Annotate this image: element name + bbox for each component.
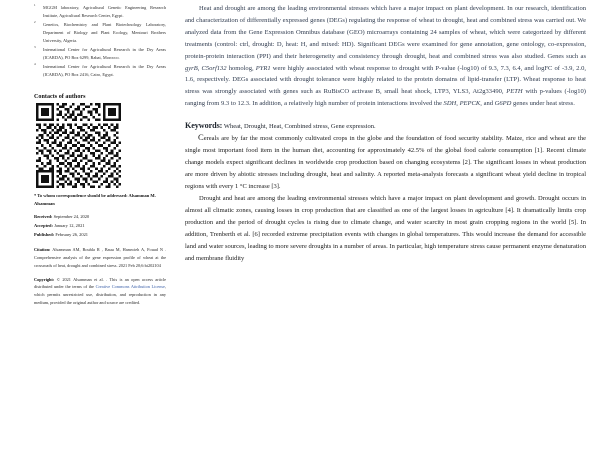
gene-name-c5orf132: C5orf132 [201,64,227,72]
affiliation-marker: 3 [34,44,36,49]
intro-paragraph-1 [185,133,586,193]
gene-name-g6pd: G6PD [494,100,512,108]
main-column [172,0,600,450]
qr-code-icon[interactable] [34,103,123,188]
drop-cap: C [198,132,204,143]
published-label: Published: [34,232,55,238]
gene-name-peth: PETH [506,88,523,96]
abstract-seg-2: , [197,64,202,72]
keywords-line [185,119,586,133]
affiliation-item [34,21,166,45]
sidebar-column [0,0,172,450]
affiliation-text: MGGM laboratory, Agricultural Genetic Engineering Research Institute, Agricultural Research Center, Egypt. [43,5,166,18]
gene-name-pyr1: PYR1 [255,64,271,72]
citation-block [34,246,166,270]
affiliation-item [34,63,166,79]
abstract-seg-3: homolog, [226,64,256,72]
affiliation-list [34,4,166,79]
abstract-seg-8: genes under heat stress. [511,100,575,108]
accepted-label: Accepted: [34,223,53,229]
received-value: September 24, 2020 [53,214,90,220]
affiliation-text: International Center for Agricultural Research in the Dry Areas (ICARDA), PO Box 2416, Cairo, Egypt. [43,63,166,77]
abstract-seg-1: Heat and drought are among the leading environmental stresses which have a major impact on plant development. In our research, identification and characterization of differentially expressed genes (DEGs) regulating the response of wheat to drought, heat and combined stress was carried out. We analyzed data from the Gene Expression Omnibus database (GEO) microarrays containing 24 samples of wheat, which were categorized by different treatments (control: ctrl, drought: D, heat: H, and mixed: HD). Significant DEGs were examined for gene annotation, gene ontology, co-expression, protein-protein interaction (PPI) and their heterogeneity and consistency through drought, heat and combined stress was also studied. Genes such as [185,5,586,60]
gene-name-pepck: PEPCK [459,100,481,108]
affiliation-marker: 1 [34,2,36,7]
affiliation-marker: 2 [34,19,36,24]
correspondence-note: * To whom correspondence should be addressed: Alsamman M. Alsamman [34,192,156,206]
copyright-block [34,276,166,308]
copyright-label: Copyright: [34,276,55,282]
abstract-seg-7: , and [480,100,495,108]
affiliation-item [34,4,166,20]
published-value: February 26, 2021 [55,232,89,238]
contacts-heading: Contacts of authors [34,93,86,100]
accepted-date [34,222,166,231]
received-date [34,213,166,222]
citation-text: Alsamman AM, Bouhla R , Bauu M, Hamwieh A, Fouad N . Comprehensive analysis of the gene expression profile of wheat at the crossroads of heat, drought and combined stress. 2021 Feb 20;6:bi202104 [34,246,167,268]
keywords-label: Keywords: [185,121,223,131]
copyright-text-part1: © 2021 Alsamman et al. . This is an open access article distributed under the terms of the [34,276,167,290]
gene-name-sdh: SDH [443,100,457,108]
copyright-text-part2: , which permits unrestricted use, distribution, and reproduction in any medium, provided the original author and source are credited. [34,284,166,306]
creative-commons-license-link[interactable]: Creative Commons Attribution License [95,284,165,290]
abstract-paragraph [185,3,586,110]
received-label: Received: [34,214,53,220]
affiliation-text: Genetics, Biochemistry and Plant Biotechnology Laboratory, Department of Biology and Plant Ecology, Mentouri Brothers University, Algeria. [43,21,166,43]
qr-code-graphic [34,103,123,188]
intro-paragraph-2: Drought and heat are among the leading environmental stresses which have a major impact on plant development and growth. Drought occurs in almost all climatic zones, causing losses in crop production that are classified as one of the largest losses in agriculture [4]. It dramatically limits crop production and the period of drought cycles is rising due to climate change, and water scarcity in most grain cropping regions in the world [5]. In addition, Trenberth et al. [6] recorded extreme precipitation events with changes in global temperatures. This would increase the demand for accessible land and water sources, leading to more severe droughts in a number of areas. In particular, high temperature stress cause permanent enzyme denaturation and membrane fluidity [185,195,586,263]
abstract-seg-6: , [456,100,460,108]
abstract-seg-4: were highly associated with wheat response to drought with P-value (-log10) of 9.3, 7.3, 6.4, and logFC of -3.9, 2.0, 1.6, respectively. DEGs associated with drought tolerance were highly related to the protein domains of lipid-transfer (LTP). Wheat response to heat stress was strongly associated with genes such as RuBisCO activase B, small heat shock, LTP3, YLS3, At2g33490, [185,64,586,96]
affiliation-item [34,46,166,62]
abstract-seg-5: with p-values (-log10) ranging from 9.3 to 12.3. In addition, a relatively high number of protein interactions involved the [185,88,586,108]
affiliation-text: International Center for Agricultural Research in the Dry Areas (ICARDA), PO Box 6299, Rabat, Morocco. [43,46,166,60]
citation-label: Citation: [34,246,51,252]
keywords-value: Wheat, Drought, Heat, Combined stress, Gene expression. [223,123,376,131]
gene-name-gyrb: gyrB [185,64,198,72]
affiliation-marker: 4 [34,61,36,66]
published-date [34,231,166,240]
intro-paragraph-1-text: ereals are by far the most commonly cultivated crops in the globe and the foundation of food security stability. Maize, rice and wheat are the single most important food item in the human diet, accounting for approximately 42.5% of the global food calorie consumption [1]. Recent climate change models expect significant declines in worldwide crop production based on changing ecosystems [2]. The significant losses in wheat production are more driven by abiotic stresses including drought, heat and salinity. A reported meta-analysis forecasts a significant wheat yield decline in tropical regions with every 1 °C increase [3]. [185,135,586,191]
accepted-value: January 12, 2021 [54,223,85,229]
